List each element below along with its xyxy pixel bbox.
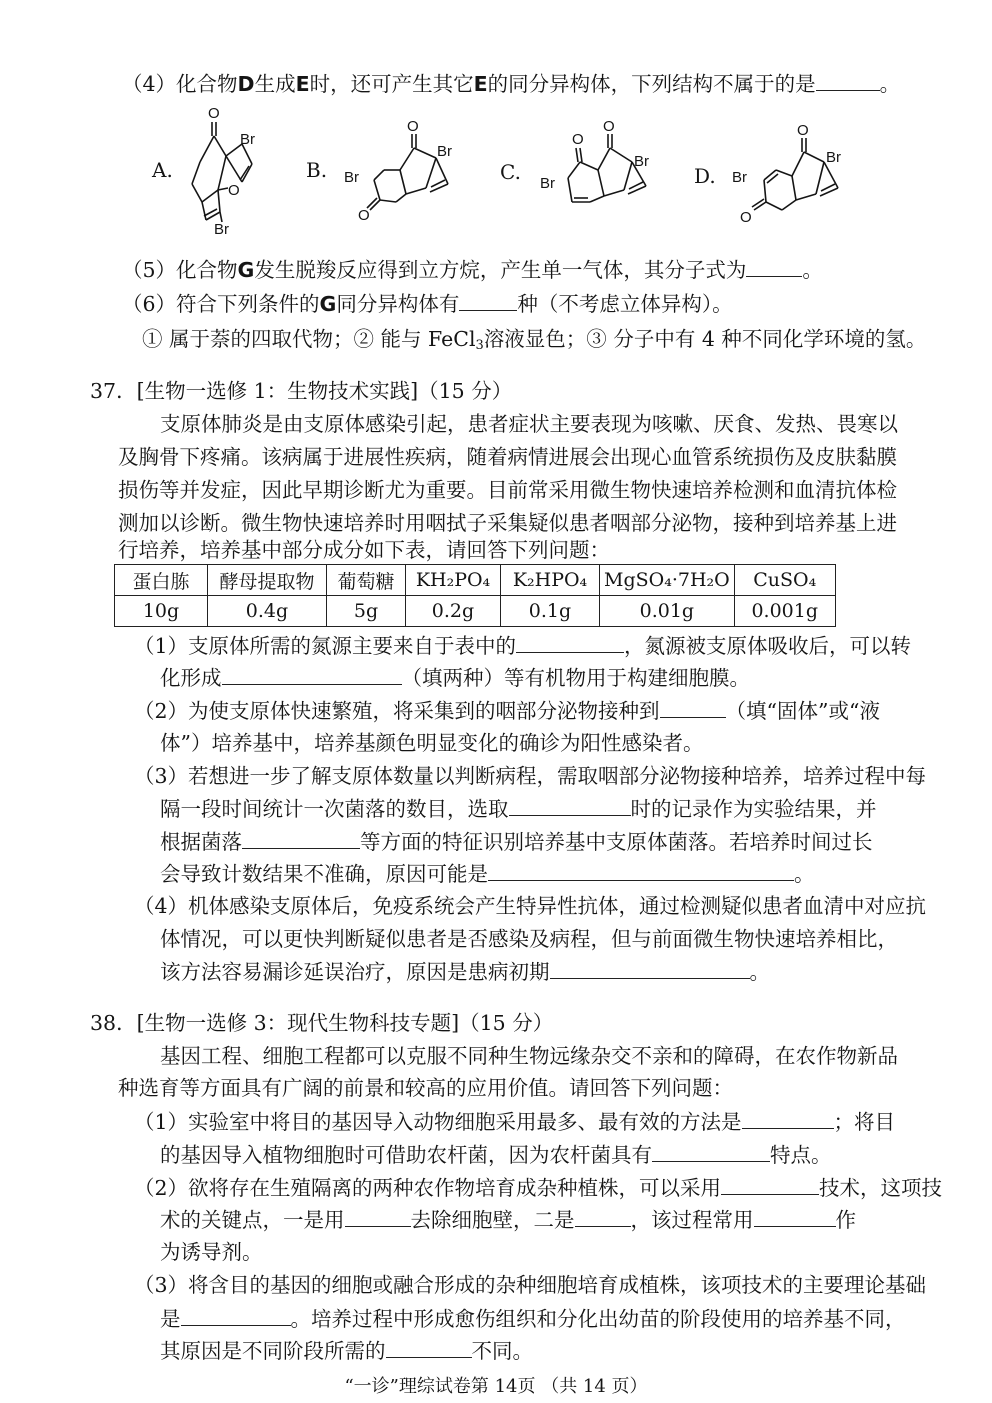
q37-s4d: 。 [749,960,770,984]
compound-e-2: E [473,72,488,96]
q38-s1c: 的基因导入植物细胞时可借助农杆菌，因为农杆菌具有 [160,1143,652,1167]
q38-s3-line3 [160,1337,533,1364]
q37-s4-line1: （4）机体感染支原体后，免疫系统会产生特异性抗体，通过检测疑似患者血清中对应抗 [134,894,927,918]
q37-s3-blank-1[interactable] [509,795,631,816]
q38-s3-blank-2[interactable] [386,1337,472,1358]
page-footer: “一诊”理综试卷第 14页 （共 14 页） [344,1376,648,1397]
q4-mid2: 时，还可产生其它 [309,72,474,96]
q37-p2: 及胸骨下疼痛。该病属于进展性疾病，随着病情进展会出现心血管系统损伤及皮肤黏膜 [118,445,897,469]
q5-end: 。 [802,258,823,282]
q37-s4-blank[interactable] [550,958,750,979]
structure-a-o-top: O [208,105,220,122]
table-header-cell: CuSO₄ [734,565,835,596]
q37-s2-line1 [134,697,880,724]
structure-c-br-right: Br [634,153,649,170]
table-header-cell: KH₂PO₄ [406,565,501,596]
q38-s2d: 去除细胞壁，二是 [410,1208,575,1232]
q37-s1-blank-2[interactable] [222,664,402,685]
compound-g-2: G [319,292,337,316]
q37-p3: 损伤等并发症，因此早期诊断尤为重要。目前常采用微生物快速培养检测和血清抗体检 [118,478,897,502]
q6-line [122,290,733,317]
q37-p1: 支原体肺炎是由支原体感染引起，患者症状主要表现为咳嗽、厌食、发热、畏寒以 [160,412,898,436]
table-cell: 0.2g [406,596,501,627]
structure-c [536,118,666,232]
structure-d-o-bottom: O [740,209,752,226]
structure-d-br-right: Br [826,149,841,166]
q37-s2-blank[interactable] [660,697,726,718]
q37-s3c: 时的记录作为实验结果，并 [630,797,877,821]
table-header-cell: 葡萄糖 [327,565,406,596]
option-d-label: D. [694,164,716,188]
table-header-cell: MgSO₄·7H₂O [600,565,735,596]
q38-s2-blank-1[interactable] [721,1174,819,1195]
table-row [115,596,836,627]
q4-answer-blank[interactable] [816,70,880,91]
q38-s1-line2 [160,1141,832,1168]
q38-s2-line1 [134,1174,942,1201]
structure-d [730,122,860,236]
q38-s2-blank-4[interactable] [754,1206,836,1227]
q38-s1b: ；将目 [833,1110,896,1134]
q37-s4c: 该方法容易漏诊延误治疗，原因是患病初期 [160,960,550,984]
q4-line [122,70,900,97]
table-header-cell: 酵母提取物 [208,565,327,596]
q6-conditions-sub: 3 [475,338,484,353]
q37-s3-blank-3[interactable] [488,860,794,881]
q38-p2: 种选育等方面具有广阔的前景和较高的应用价值。请回答下列问题： [118,1076,733,1100]
option-b-label: B. [306,158,328,182]
structure-b-o-bottom: O [358,207,370,224]
table-cell: 0.4g [208,596,327,627]
q37-s1d: （填两种）等有机物用于构建细胞膜。 [401,666,750,690]
q37-s1-blank-1[interactable] [516,632,624,653]
q38-s3e: 不同。 [471,1339,533,1363]
table-cell: 10g [115,596,208,627]
q38-s3-blank-1[interactable] [181,1305,291,1326]
q38-s2e: ，该过程常用 [630,1208,754,1232]
q5-line [122,256,823,283]
q38-s3-line2 [160,1305,906,1332]
q38-title: 38．[生物一选修 3：现代生物科技专题]（15 分） [90,1011,554,1035]
q37-s3-line3 [160,828,873,855]
q38-s1d: 特点。 [770,1143,832,1167]
structure-a-o-mid: O [228,182,240,199]
q6-conditions [142,326,926,352]
table-header-cell: 蛋白胨 [115,565,208,596]
structure-d-br-left: Br [732,169,747,186]
q38-s1-line1 [134,1108,895,1135]
q6-tail: 同分异构体有 [336,292,460,316]
q38-s2a: （2）欲将存在生殖隔离的两种农作物培育成杂种植株，可以采用 [134,1176,722,1200]
q37-s3-line4 [160,860,815,887]
q37-p5: 行培养，培养基中部分成分如下表，请回答下列问题： [118,538,610,562]
q37-p4: 测加以诊断。微生物快速培养时用咽拭子采集疑似患者咽部分泌物，接种到培养基上进 [118,511,897,535]
option-c-label: C. [500,160,521,184]
q37-s3d: 根据菌落 [160,830,242,854]
q6-conditions-a: ① 属于萘的四取代物；② 能与 FeCl [142,327,476,351]
q37-s3-line1: （3）若想进一步了解支原体数量以判断病程，需取咽部分泌物接种培养，培养过程中每 [134,764,927,788]
option-a-label: A. [152,158,173,182]
q5-lead: （5）化合物 [122,258,238,282]
structure-a [180,100,290,244]
structure-c-o-ketone: O [572,131,584,148]
q38-s2-blank-3[interactable] [575,1206,631,1227]
q5-answer-blank[interactable] [746,256,802,277]
q38-s1-blank-2[interactable] [652,1141,770,1162]
q38-s2-line3: 为诱导剂。 [160,1240,263,1264]
q38-s3d: 其原因是不同阶段所需的 [160,1339,386,1363]
q37-s3-blank-2[interactable] [242,828,360,849]
q37-s2-line2: 体”）培养基中，培养基颜色明显变化的确诊为阳性感染者。 [160,731,704,755]
q37-s2b: （填“固体”或“液 [725,699,880,723]
q38-p1: 基因工程、细胞工程都可以克服不同种生物远缘杂交不亲和的障碍，在农作物新品 [160,1044,898,1068]
q37-title: 37．[生物一选修 1：生物技术实践]（15 分） [90,379,513,403]
structure-c-br-left: Br [540,175,555,192]
compound-g: G [237,258,255,282]
q38-s3b: 是 [160,1307,181,1331]
q38-s2c: 术的关键点，一是用 [160,1208,345,1232]
q37-s3-line2 [160,795,877,822]
q38-s1a: （1）实验室中将目的基因导入动物细胞采用最多、最有效的方法是 [134,1110,742,1134]
q4-mid1: 生成 [254,72,296,96]
q37-s1c: 化形成 [160,666,222,690]
structure-b-br-left: Br [344,169,359,186]
q6-conditions-b: 溶液显色；③ 分子中有 4 种不同化学环境的氢。 [483,327,927,351]
table-header-cell: K₂HPO₄ [501,565,600,596]
structure-a-br-top: Br [240,131,255,148]
q37-s3g: 。 [794,862,815,886]
structure-b-o-top: O [407,118,419,135]
q37-s3f: 会导致计数结果不准确，原因可能是 [160,862,488,886]
q37-s1a: （1）支原体所需的氮源主要来自于表中的 [134,634,517,658]
structure-b [340,118,470,232]
table-cell: 0.01g [600,596,735,627]
q37-s2a: （2）为使支原体快速繁殖，将采集到的咽部分泌物接种到 [134,699,660,723]
structure-b-br-right: Br [437,143,452,160]
structure-c-o-top: O [603,118,615,135]
q37-s1b: ，氮源被支原体吸收后，可以转 [624,634,912,658]
q38-s1-blank-1[interactable] [742,1108,834,1129]
q5-tail: 发生脱羧反应得到立方烷，产生单一气体，其分子式为 [254,258,747,282]
q6-answer-blank[interactable] [459,290,517,311]
q4-end: 。 [879,72,901,96]
q37-s3e: 等方面的特征识别培养基中支原体菌落。若培养时间过长 [360,830,873,854]
q37-s4-line3 [160,958,770,985]
q6-lead: （6）符合下列条件的 [122,292,320,316]
q38-s2f: 作 [835,1208,856,1232]
table-cell: 5g [327,596,406,627]
q38-s2b: 技术，这项技 [819,1176,943,1200]
table-cell: 0.1g [501,596,600,627]
medium-table [114,564,836,627]
structure-d-o-top: O [797,122,809,139]
table-row [115,565,836,596]
compound-e: E [295,72,310,96]
q6-end: 种（不考虑立体异构）。 [517,292,733,316]
q37-s1-line2 [160,664,750,691]
q37-s1-line1 [134,632,911,659]
q4-tail: 的同分异构体，下列结构不属于的是 [487,72,816,96]
q38-s2-line2 [160,1206,856,1233]
q4-lead: （4）化合物 [122,72,238,96]
table-cell: 0.001g [734,596,835,627]
q38-s2-blank-2[interactable] [345,1206,411,1227]
q37-s4-line2: 体情况，可以更快判断疑似患者是否感染及病程，但与前面微生物快速培养相比， [160,927,898,951]
compound-d: D [237,72,255,96]
q38-s3c: 。培养过程中形成愈伤组织和分化出幼苗的阶段使用的培养基不同， [290,1307,906,1331]
q38-s3-line1: （3）将含目的基因的细胞或融合形成的杂种细胞培育成植株，该项技术的主要理论基础 [134,1273,927,1297]
q37-s3b: 隔一段时间统计一次菌落的数目，选取 [160,797,509,821]
structure-a-br-bottom: Br [214,221,229,238]
